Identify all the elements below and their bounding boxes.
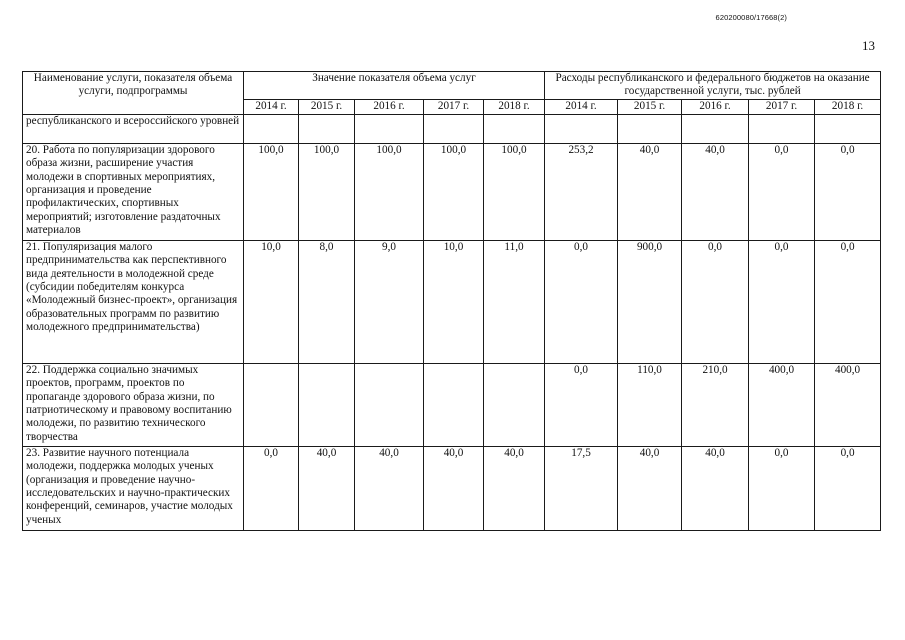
- volume-cell: [355, 114, 424, 143]
- document-code: 620200080/17668(2): [715, 13, 787, 22]
- year-header-expenses: 2015 г.: [618, 99, 682, 114]
- column-group-volume: Значение показателя объема услуг: [244, 72, 545, 100]
- expense-cell: 253,2: [545, 143, 618, 240]
- expense-cell: 17,5: [545, 446, 618, 530]
- expense-cell: [618, 114, 682, 143]
- expense-cell: 40,0: [618, 143, 682, 240]
- table-row: [23, 114, 881, 143]
- expense-cell: 0,0: [749, 446, 815, 530]
- volume-cell: 10,0: [244, 240, 299, 363]
- volume-cell: 100,0: [424, 143, 484, 240]
- year-header-volume: 2017 г.: [424, 99, 484, 114]
- volume-cell: 40,0: [424, 446, 484, 530]
- service-name-cell: 22. Поддержка социально значимых проектов, программ, проектов по пропаганде здорового образа жизни, по патриотическому и правовому воспитанию молодежи, по развитию технического творчества: [23, 363, 244, 446]
- expense-cell: [682, 114, 749, 143]
- volume-cell: 100,0: [355, 143, 424, 240]
- expense-cell: 210,0: [682, 363, 749, 446]
- volume-cell: [299, 114, 355, 143]
- volume-cell: 9,0: [355, 240, 424, 363]
- volume-cell: 11,0: [484, 240, 545, 363]
- expense-cell: 0,0: [682, 240, 749, 363]
- volume-cell: 0,0: [244, 446, 299, 530]
- volume-cell: [355, 363, 424, 446]
- expense-cell: 0,0: [749, 240, 815, 363]
- column-header-name: Наименование услуги, показателя объема услуги, подпрограммы: [23, 72, 244, 115]
- table-row: [23, 363, 881, 446]
- expense-cell: 400,0: [815, 363, 881, 446]
- volume-cell: [244, 114, 299, 143]
- expense-cell: 0,0: [815, 240, 881, 363]
- volume-cell: 40,0: [355, 446, 424, 530]
- service-name-cell: 20. Работа по популяризации здорового образа жизни, расширение участия молодежи в спортивных мероприятиях, организация и проведение профилактических, спортивных мероприятий; изготовление раздаточных материалов: [23, 143, 244, 240]
- volume-cell: 100,0: [299, 143, 355, 240]
- volume-cell: 100,0: [484, 143, 545, 240]
- expense-cell: 0,0: [815, 143, 881, 240]
- volume-cell: 100,0: [244, 143, 299, 240]
- expense-cell: 0,0: [815, 446, 881, 530]
- volume-cell: 40,0: [484, 446, 545, 530]
- expense-cell: [815, 114, 881, 143]
- year-header-expenses: 2017 г.: [749, 99, 815, 114]
- year-header-volume: 2015 г.: [299, 99, 355, 114]
- service-name-cell: республиканского и всероссийского уровней: [23, 114, 244, 143]
- volume-cell: 8,0: [299, 240, 355, 363]
- year-header-expenses: 2016 г.: [682, 99, 749, 114]
- expense-cell: 0,0: [545, 240, 618, 363]
- year-header-expenses: 2014 г.: [545, 99, 618, 114]
- year-header-expenses: 2018 г.: [815, 99, 881, 114]
- volume-cell: [424, 363, 484, 446]
- column-group-expenses: Расходы республиканского и федерального бюджетов на оказание государственной услуги, тыс. рублей: [545, 72, 881, 100]
- expense-cell: [545, 114, 618, 143]
- expense-cell: 40,0: [682, 143, 749, 240]
- volume-cell: [299, 363, 355, 446]
- page-number: 13: [862, 38, 875, 53]
- table-row: [23, 143, 881, 240]
- year-header-volume: 2014 г.: [244, 99, 299, 114]
- services-table: [22, 71, 881, 531]
- service-name-cell: 21. Популяризация малого предпринимательства как перспективного вида деятельности в молодежной среде (субсидии победителям конкурса «Молодежный бизнес-проект», организация образовательных программ по развитию молодежного предпринимательства): [23, 240, 244, 363]
- expense-cell: 0,0: [545, 363, 618, 446]
- header-row-groups: [23, 72, 881, 100]
- volume-cell: [484, 114, 545, 143]
- volume-cell: 10,0: [424, 240, 484, 363]
- volume-cell: [484, 363, 545, 446]
- expense-cell: 0,0: [749, 143, 815, 240]
- volume-cell: [244, 363, 299, 446]
- year-header-volume: 2018 г.: [484, 99, 545, 114]
- service-name-cell: 23. Развитие научного потенциала молодежи, поддержка молодых ученых (организация и проведение научно-исследовательских и научно-практических конференций, семинаров, участие молодых ученых: [23, 446, 244, 530]
- expense-cell: 40,0: [618, 446, 682, 530]
- expense-cell: 40,0: [682, 446, 749, 530]
- expense-cell: [749, 114, 815, 143]
- expense-cell: 400,0: [749, 363, 815, 446]
- expense-cell: 110,0: [618, 363, 682, 446]
- year-header-volume: 2016 г.: [355, 99, 424, 114]
- volume-cell: 40,0: [299, 446, 355, 530]
- table-row: [23, 240, 881, 363]
- table-row: [23, 446, 881, 530]
- volume-cell: [424, 114, 484, 143]
- expense-cell: 900,0: [618, 240, 682, 363]
